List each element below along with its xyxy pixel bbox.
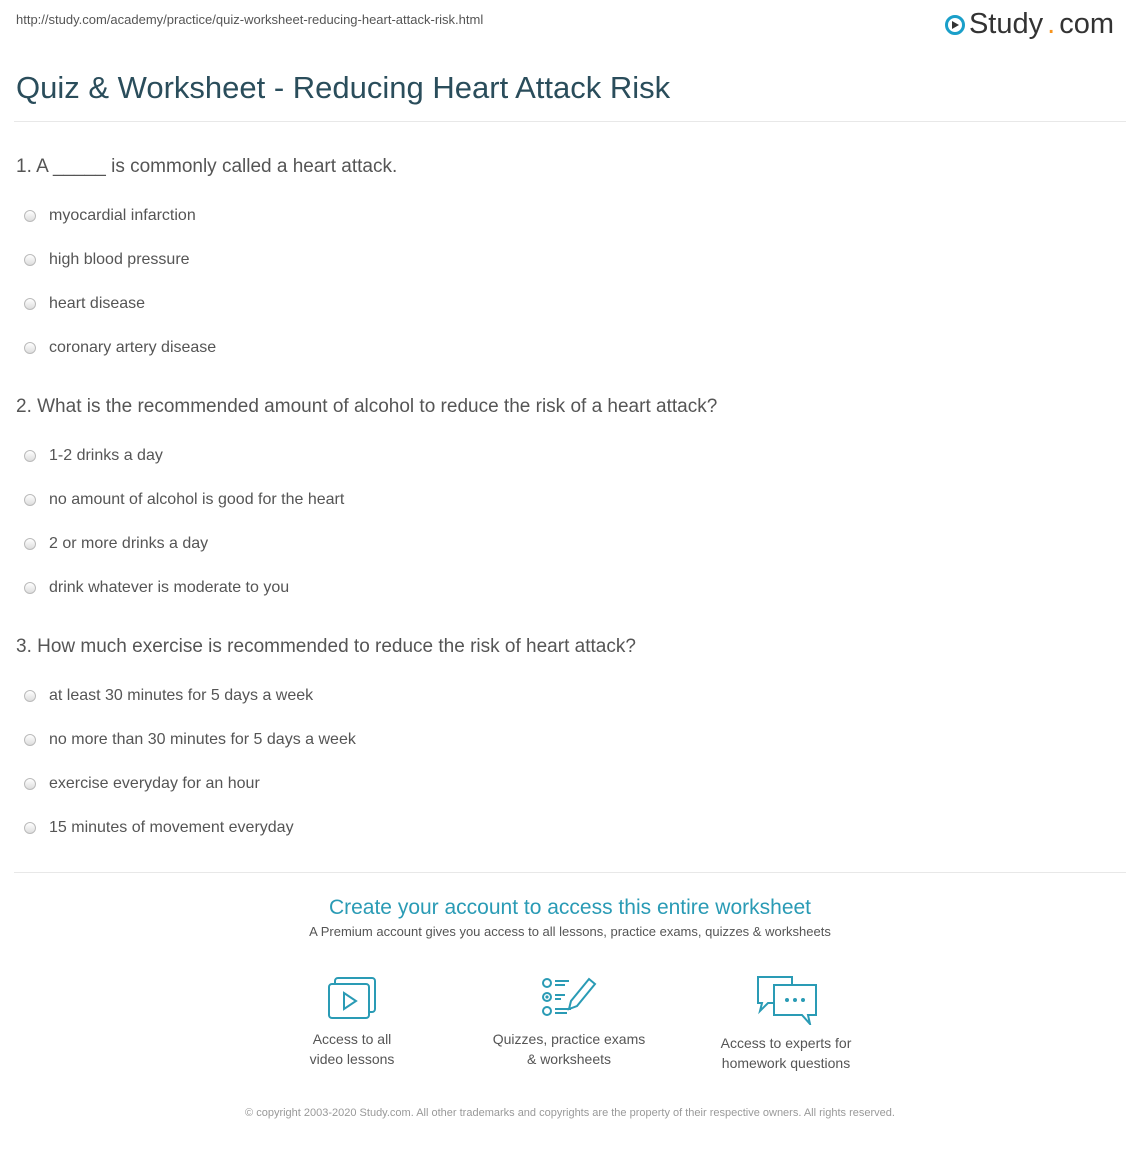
feature-line: Access to all (312, 1031, 392, 1047)
radio-icon[interactable] (24, 690, 36, 702)
option[interactable] (16, 282, 397, 326)
radio-icon[interactable] (24, 254, 36, 266)
page-title: Quiz & Worksheet - Reducing Heart Attack Risk (16, 70, 671, 105)
option[interactable] (16, 762, 636, 806)
option[interactable] (16, 806, 636, 850)
quiz-checklist-icon (541, 975, 597, 1021)
option[interactable] (16, 674, 636, 718)
radio-icon[interactable] (24, 582, 36, 594)
option-label: at least 30 minutes for 5 days a week (49, 687, 314, 704)
radio-icon[interactable] (24, 778, 36, 790)
option-label: coronary artery disease (49, 339, 217, 356)
feature-line: homework questions (721, 1055, 851, 1071)
question-text: 3. How much exercise is recommended to reduce the risk of heart attack? (16, 636, 636, 657)
question-2 (16, 396, 717, 610)
feature-experts (686, 975, 886, 1073)
feature-video (252, 975, 452, 1069)
option-label: drink whatever is moderate to you (49, 579, 290, 596)
option-label: exercise everyday for an hour (49, 775, 260, 792)
radio-icon[interactable] (24, 538, 36, 550)
logo-dot: . (1047, 8, 1056, 40)
radio-icon[interactable] (24, 734, 36, 746)
question-3 (16, 636, 636, 850)
option-label: high blood pressure (49, 251, 190, 268)
radio-icon[interactable] (24, 450, 36, 462)
option[interactable] (16, 718, 636, 762)
logo-tld: com (1059, 8, 1114, 40)
radio-icon[interactable] (24, 822, 36, 834)
divider (14, 121, 1126, 122)
feature-line: video lessons (309, 1051, 395, 1067)
question-1 (16, 156, 397, 370)
option[interactable] (16, 522, 717, 566)
option-label: 1-2 drinks a day (49, 447, 163, 464)
option[interactable] (16, 434, 717, 478)
feature-line: Access to experts for (720, 1035, 852, 1051)
feature-line: Quizzes, practice exams (492, 1031, 646, 1047)
cta-subtext: A Premium account gives you access to all lessons, practice exams, quizzes & worksheets (309, 924, 831, 939)
option[interactable] (16, 326, 397, 370)
option-label: no amount of alcohol is good for the heart (49, 491, 345, 508)
study-logo[interactable] (945, 8, 1114, 41)
option-label: no more than 30 minutes for 5 days a week (49, 731, 356, 748)
option[interactable] (16, 238, 397, 282)
page-url: http://study.com/academy/practice/quiz-worksheet-reducing-heart-attack-risk.html (16, 12, 484, 27)
radio-icon[interactable] (24, 298, 36, 310)
cta-heading[interactable]: Create your account to access this entire worksheet (328, 896, 812, 919)
option[interactable] (16, 194, 397, 238)
copyright: © copyright 2003-2020 Study.com. All other trademarks and copyrights are the property of their respective owners. All rights reserved. (245, 1107, 895, 1119)
option-label: 15 minutes of movement everyday (49, 819, 294, 836)
radio-icon[interactable] (24, 210, 36, 222)
video-lessons-icon (326, 975, 378, 1021)
feature-quizzes (469, 975, 669, 1069)
option[interactable] (16, 478, 717, 522)
play-logo-icon (945, 15, 965, 35)
logo-name: Study (968, 8, 1044, 40)
radio-icon[interactable] (24, 342, 36, 354)
question-text: 1. A _____ is commonly called a heart attack. (16, 156, 398, 177)
divider (14, 872, 1126, 873)
radio-icon[interactable] (24, 494, 36, 506)
signup-cta (0, 896, 1140, 939)
option[interactable] (16, 566, 717, 610)
feature-line: & worksheets (526, 1051, 612, 1067)
option-label: 2 or more drinks a day (49, 535, 209, 552)
option-label: myocardial infarction (49, 207, 196, 224)
question-text: 2. What is the recommended amount of alcohol to reduce the risk of a heart attack? (16, 396, 718, 417)
chat-bubbles-icon (754, 975, 818, 1025)
option-label: heart disease (49, 295, 146, 312)
